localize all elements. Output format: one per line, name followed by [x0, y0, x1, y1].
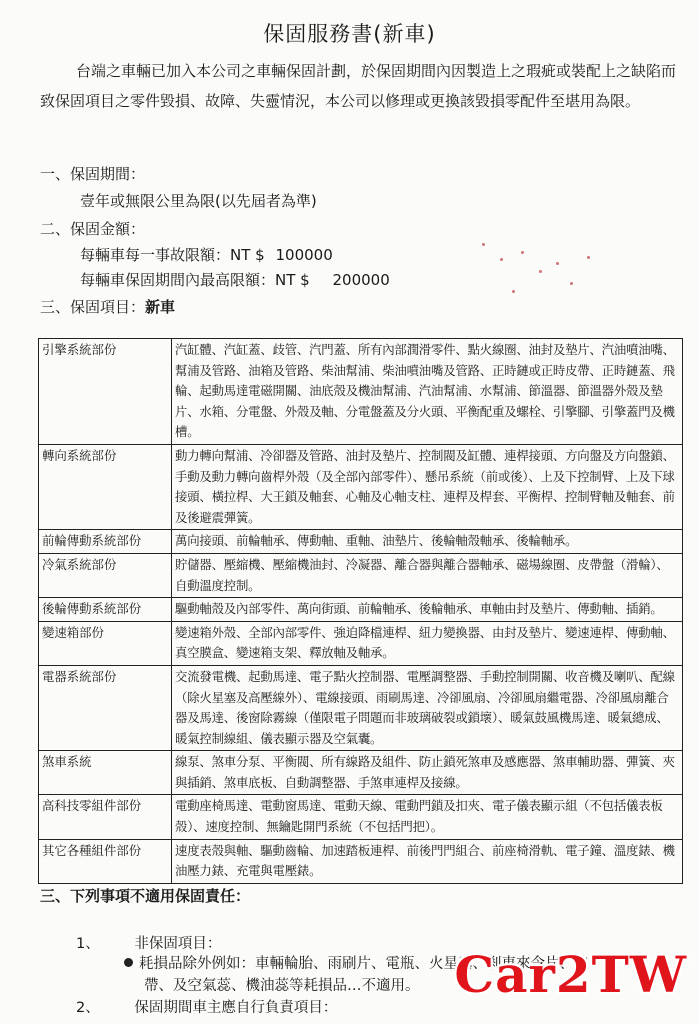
intro-text: 台端之車輛已加入本公司之車輛保固計劃，於保固期間內因製造上之瑕疵或裝配上之缺陷而致保固項目之零件毀損、故障、失靈情況，本公司以修理或更換該毀損零配件至堪用為限。	[40, 62, 677, 110]
amount-line-2-label: 每輛車保固期間內最高限額：NT $	[80, 271, 310, 289]
table-row	[39, 339, 683, 445]
period-text: 壹年或無限公里為限(以先屆者為準)	[80, 192, 317, 210]
exclusion-item-1	[76, 932, 221, 953]
table-row	[39, 553, 683, 597]
items-heading-value: 新車	[145, 298, 176, 316]
ink-speckle	[587, 256, 590, 259]
page-title: 保固服務書(新車)	[263, 22, 436, 46]
table-row	[39, 621, 683, 665]
ink-speckle	[500, 258, 503, 261]
table-row	[39, 751, 683, 795]
bullet-icon	[124, 958, 133, 967]
table-items-cell: 汽缸體、汽缸蓋、歧管、汽門蓋、所有內部潤滑零件、點火線圈、油封及墊片、汽油噴油嘴、幫浦及管路、油箱及管路、柴油幫浦、柴油噴油嘴及管路、正時鏈或正時皮帶、正時鏈蓋、飛輪、起動馬達電磁開關、油底殼及機油幫浦、汽油幫浦、水幫浦、節溫器、節溫器外殼及墊片、水箱、分電盤、外殼及軸、分電盤蓋及分火頭、平衡配重及螺栓、引擎腳、引擎蓋門及機槽。	[172, 339, 683, 445]
table-category-cell: 前輪傳動系統部份	[39, 530, 172, 554]
ink-speckle	[512, 290, 515, 293]
exclusion-item-1-number: 1、	[76, 936, 100, 952]
warranty-items-table	[38, 338, 683, 884]
table-row	[39, 444, 683, 529]
table-items-cell: 速度表殼與軸、驅動齒輪、加速踏板連桿、前後門門組合、前座椅滑軌、電子鐘、溫度錶、機油壓力錶、充電與電壓錶。	[172, 839, 683, 883]
table-items-cell: 變速箱外殼、全部內部零件、強迫降檔連桿、紐力變換器、由封及墊片、變速連桿、傳動軸、真空膜盒、變速箱支架、釋放軸及軸承。	[172, 621, 683, 665]
amount-line-2	[80, 269, 390, 290]
table-row	[39, 839, 683, 883]
amount-line-2-value: 200000	[332, 271, 390, 289]
amount-heading: 二、保固金額：	[40, 220, 146, 238]
ink-speckle	[482, 243, 485, 246]
amount-line-1	[80, 244, 333, 265]
table-category-cell: 後輪傳動系統部份	[39, 598, 172, 622]
table-items-cell: 交流發電機、起動馬達、電子點火控制器、電壓調整器、手動控制開關、收音機及喇叭、配線（除火星塞及高壓線外）、電線接頭、雨刷馬達、冷卻風扇、冷卻風扇繼電器、冷卻風扇離合器及馬達、後窗除霧線（僅限電子問題而非玻璃破裂或鎖壞）、暖氣鼓風機馬達、暖氣總成、暖氣控制線組、儀表顯示器及空氣囊。	[172, 665, 683, 750]
table-category-cell: 轉向系統部份	[39, 444, 172, 529]
table-category-cell: 電器系統部份	[39, 665, 172, 750]
exclusions-heading: 三、下列事項不適用保固責任：	[40, 887, 251, 905]
ink-speckle	[521, 251, 524, 254]
ink-speckle	[556, 262, 559, 265]
amount-line-1-label: 每輛車每一事故限額：NT $	[80, 246, 265, 264]
table-row	[39, 665, 683, 750]
exclusion-item-2-text: 保固期間車主應自行負責項目：	[134, 1000, 338, 1016]
table-items-cell: 貯儲器、壓縮機、壓縮機油封、冷凝器、離合器與離合器軸承、磁場線圈、皮帶盤（滑輪）、自動溫度控制。	[172, 553, 683, 597]
table-row	[39, 795, 683, 839]
exclusion-bullet-text-1: 耗損品除外例如：車輛輪胎、雨刷片、電瓶、火星塞、剎車來令片、皮	[139, 956, 589, 972]
table-items-cell: 動力轉向幫浦、冷卻器及管路、油封及墊片、控制閥及缸體、連桿接頭、方向盤及方向盤鎖、手動及動力轉向齒桿外殼（及全部內部零件）、懸吊系統（前或後）、上及下控制臂、上及下球接頭、橫拉桿、大王鎖及軸套、心軸及心軸支柱、連桿及桿套、平衡桿、控制臂軸及軸套、前及後避震彈簧。	[172, 444, 683, 529]
ink-speckle	[570, 282, 573, 285]
table-category-cell: 高科技零組件部份	[39, 795, 172, 839]
items-heading	[40, 296, 175, 317]
table-items-cell: 電動座椅馬達、電動窗馬達、電動天線、電動門鎖及扣夾、電子儀表顯示組（不包括儀表板殼）、速度控制、無鑰匙開門系統（不包括門把）。	[172, 795, 683, 839]
exclusion-item-1-text: 非保固項目：	[134, 936, 222, 952]
table-category-cell: 引擎系統部份	[39, 339, 172, 445]
exclusion-item-2	[76, 996, 337, 1017]
table-category-cell: 煞車系統	[39, 751, 172, 795]
table-items-cell: 萬向接頭、前輪軸承、傳動軸、重軸、油墊片、後輪軸殼軸承、後輪軸承。	[172, 530, 683, 554]
table-category-cell: 變速箱部份	[39, 621, 172, 665]
table-category-cell: 其它各種組件部份	[39, 839, 172, 883]
car2tw-watermark: Car2TW	[454, 945, 687, 1004]
ink-speckle	[539, 270, 542, 273]
exclusion-item-2-number: 2、	[76, 1000, 100, 1016]
table-items-cell: 線泵、煞車分泵、平衡閥、所有線路及組件、防止鎖死煞車及感應器、煞車輔助器、彈簧、夾與插銷、煞車底板、自動調整器、手煞車連桿及接線。	[172, 751, 683, 795]
exclusion-bullet-line-2: 帶、及空氣蕊、機油蕊等耗損品…不適用。	[144, 978, 420, 994]
table-row	[39, 598, 683, 622]
items-heading-label: 三、保固項目：	[40, 298, 146, 316]
table-row	[39, 530, 683, 554]
amount-line-1-value: 100000	[275, 246, 333, 264]
table-category-cell: 冷氣系統部份	[39, 553, 172, 597]
intro-paragraph	[40, 56, 680, 116]
table-items-cell: 驅動軸殼及內部零件、萬向街頭、前輪軸承、後輪軸承、車軸由封及墊片、傳動軸、插銷。	[172, 598, 683, 622]
period-heading: 一、保固期間：	[40, 165, 146, 183]
